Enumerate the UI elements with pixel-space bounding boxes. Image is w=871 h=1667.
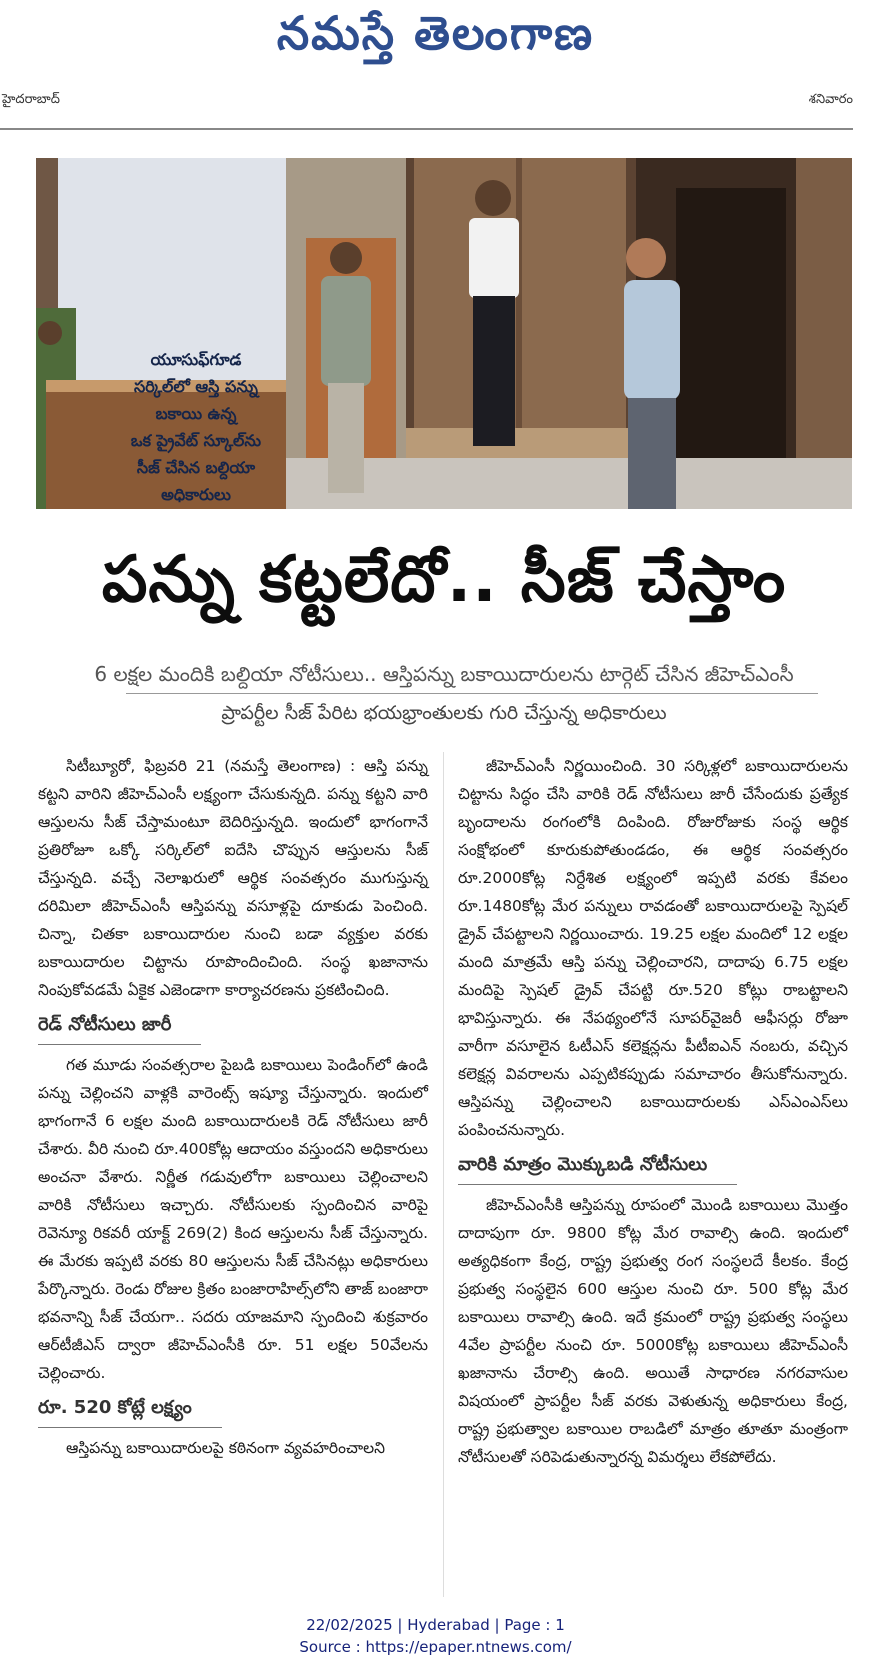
caption-line: ఒక ప్రైవేట్ స్కూల్‌ను [130,431,262,450]
article-paragraph: జీహెచ్ఎంసీ నిర్ణయించింది. 30 సర్కిళ్లలో బకాయిదారులను చిట్టాను సిద్ధం చేసి వారికి రెడ్ నోటీసులు జారీ చేసేందుకు ప్రత్యేక బృందాలను రంగంలోకి దింపింది. రోజురోజుకు సంస్థ ఆర్థిక సంక్షోభంలో కూరుకుపోతుండడం, ఈ ఆర్థిక సంవత్సరం రూ.2000కోట్ల నిర్దేశిత లక్ష్యంలో ఇప్పటి వరకు కేవలం రూ.1480కోట్ల మేర పన్నులు రావడంతో బకాయిదారులపై స్పెషల్ డ్రైవ్ చేపట్టాలని నిర్ణయించారు. 19.25 లక్షల మందిలో 12 లక్షల మంది మాత్రమే ఆస్తి పన్ను చెల్లించారని, దాదాపు 6.75 లక్షల మందిపై స్పెషల్ డ్రైవ్ చేపట్టి రూ.520 కోట్లు రాబట్టాలని భావిస్తున్నారు. ఈ నేపథ్యంలోనే సూపర్‌వైజరీ ఆఫీసర్లు రోజూ వారీగా వసూలైన ఓటీఎస్ కలెక్షన్లను పీటీఐఎన్ నంబరు, వచ్చిన కలెక్షన్ల వివరాలను ఎప్పటికప్పుడు సమాచారం తీసుకోనున్నారు. ఆస్తిపన్ను చెల్లించాలని బకాయిదారులకు ఎస్ఎంఎస్‌లు పంపించనున్నారు. [458,757,848,1139]
deck-line-1: 6 లక్షల మందికి బల్దియా నోటీసులు.. ఆస్తిపన్ను బకాయిదారులను టార్గెట్ చేసిన జీహెచ్ఎంసీ [94,662,794,686]
subheading: వారికి మాత్రం మొక్కుబడి నోటీసులు [458,1148,737,1185]
caption-line: సీజ్ చేసిన బల్దియా [136,458,256,477]
footer-date-line: 22/02/2025 | Hyderabad | Page : 1 [306,1616,565,1634]
masthead-divider [0,128,853,130]
caption-line: సర్కిల్‌లో ఆస్తి పన్ను [134,377,258,396]
newspaper-title: నమస్తే తెలంగాణ [276,6,595,60]
subheading: రెడ్ నోటీసులు జారీ [38,1008,201,1045]
caption-line: బకాయి ఉన్న [155,404,237,423]
caption-line: యూసుఫ్‌గూడ [150,350,242,369]
article-paragraph: సిటీబ్యూరో, ఫిబ్రవరి 21 (నమస్తే తెలంగాణ) : ఆస్తి పన్ను కట్టని వారిని జీహెచ్ఎంసీ లక్ష్యంగా చేసుకున్నది. పన్ను కట్టని వారి ఆస్తులను సీజ్ చేస్తామంటూ బెదిరిస్తున్నది. ఇందులో భాగంగానే ప్రతిరోజూ ఒక్కో సర్కిల్‌లో ఐదేసి చొప్పున ఆస్తులను సీజ్ చేస్తున్నది. వచ్చే నెలాఖరులో ఆర్థిక సంవత్సరం ముగుస్తున్న దరిమిలా జీహెచ్ఎంసీ ఆస్తిపన్ను వసూళ్లపై దూకుడు పెంచింది. చిన్నా, చితకా బకాయిదారుల నుంచి బడా వ్యక్తుల వరకు బకాయిదారుల చిట్టాను రూపొందించింది. సంస్థ ఖజానాను నింపుకోవడమే ఏకైక ఎజెండాగా కార్యాచరణను ప్రకటించింది. [38,757,428,999]
page-footer [0,1614,871,1658]
deck-divider [126,693,818,694]
headline: పన్ను కట్టలేదో.. సీజ్ చేస్తాం [101,543,787,617]
subheading: రూ. 520 కోట్లే లక్ష్యం [38,1391,222,1428]
article-paragraph: జీహెచ్ఎంసీకి ఆస్తిపన్ను రూపంలో మొండి బకాయిలు మొత్తం దాదాపుగా రూ. 9800 కోట్ల మేర రావాల్సి ఉంది. ఇందులో అత్యధికంగా కేంద్ర, రాష్ట్ర ప్రభుత్వ రంగ సంస్థలదే కీలకం. కేంద్ర ప్రభుత్వ సంస్థలైన 600 ఆస్తుల నుంచి రూ. 500 కోట్ల మేర బకాయిలు రావాల్సి ఉంది. ఇదే క్రమంలో రాష్ట్ర ప్రభుత్వ సంస్థలు 4వేల ప్రాపర్టీల నుంచి రూ. 5000కోట్ల బకాయిలు జీహెచ్ఎంసీ ఖజానాను చేరాల్సి ఉంది. అయితే సాధారణ నగరవాసుల విషయంలో ప్రాపర్టీల సీజ్ వరకు వెళుతున్న అధికారులు కేంద్ర, రాష్ట్ర ప్రభుత్వాల బకాయిల రాబడిలో మాత్రం తూతూ మంత్రంగా నోటీసులతో సరిపెడుతున్నారన్న విమర్శలు లేకపోలేదు. [458,1196,848,1466]
masthead [0,0,871,74]
article-paragraph: గత మూడు సంవత్సరాల పైబడి బకాయిలు పెండింగ్‌లో ఉండి పన్ను చెల్లించని వాళ్లకి వారెంట్స్ ఇష్యూ చేస్తున్నారు. ఇందులో భాగంగానే 6 లక్షల మంది బకాయిదారులకి రెడ్ నోటీసులు జారీ చేశారు. వీరి నుంచి రూ.400కోట్ల ఆదాయం వస్తుందని అధికారులు అంచనా వేశారు. నిర్ణీత గడువులోగా బకాయిలు చెల్లించాలని వారికి నోటీసులు ఇచ్చారు. నోటీసులకు స్పందించిన వారిపై రెవెన్యూ రికవరీ యాక్ట్ 269(2) కింద ఆస్తులను సీజ్ చేస్తున్నారు. ఈ మేరకు ఇప్పటి వరకు 80 ఆస్తులను సీజ్ చేసినట్లు అధికారులు పేర్కొన్నారు. రెండు రోజుల క్రితం బంజారాహిల్స్‌లోని తాజ్ బంజారా భవనాన్ని సీజ్ చేయగా.. సదరు యాజమాని స్పందించి శుక్రవారం ఆర్‌టీజీఎస్ ద్వారా జీహెచ్ఎంసీకి రూ. 51 లక్షల 50వేలను చెల్లించారు. [38,1056,428,1382]
article-column-left [38,752,428,1462]
caption-line: అధికారులు [161,485,231,504]
dateline-left: హైదరాబాద్ [2,92,60,107]
footer-source-line[interactable]: Source : https://epaper.ntnews.com/ [299,1638,572,1656]
column-divider [443,752,444,1597]
article-column-right [458,752,848,1471]
deck-line-2: ప్రాపర్టీల సీజ్ పేరిట భయభ్రాంతులకు గురి చేస్తున్న అధికారులు [221,702,667,724]
photo-caption [112,346,280,508]
dateline-right: శనివారం [808,92,853,107]
news-photo [36,158,852,509]
article-paragraph: ఆస్తిపన్ను బకాయిదారులపై కఠినంగా వ్యవహరించాలని [66,1439,385,1457]
